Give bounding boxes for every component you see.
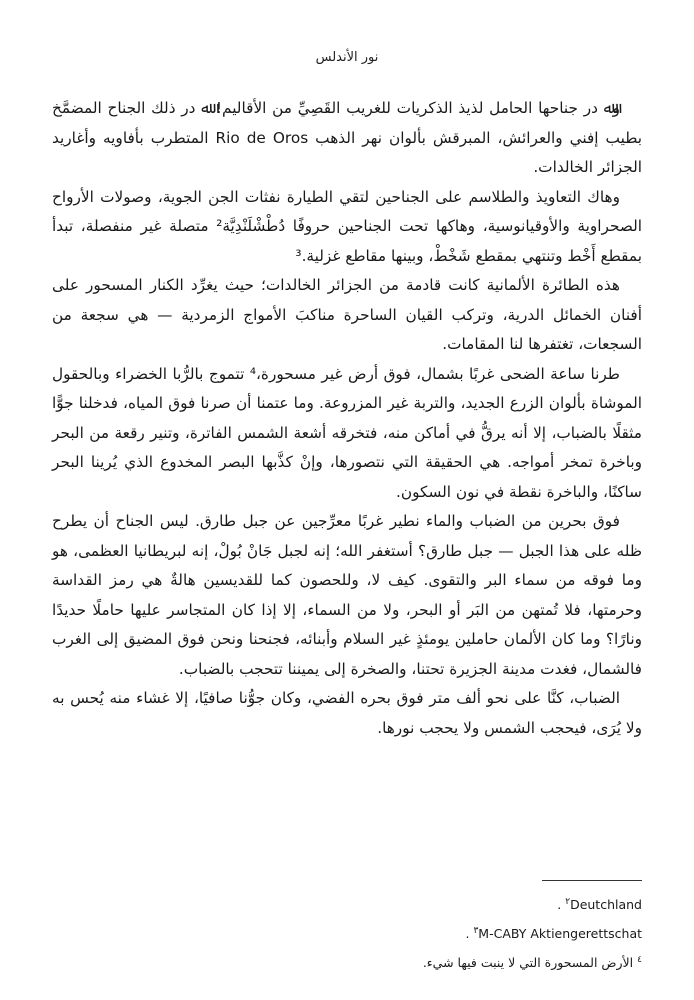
footnote-text: M-CABY Aktiengerettschat. — [465, 926, 642, 942]
footnote-mark: ٢ — [565, 897, 571, 907]
footnote-2 — [52, 889, 642, 918]
footnote-4 — [52, 947, 642, 976]
footnote-text: الأرض المسحورة التي لا ينبت فيها شيء. — [422, 955, 634, 971]
footnote-mark: ٣ — [473, 926, 479, 937]
paragraph-4: طرنا ساعة الضحى غربًا بشمال، فوق أرض غير مسحورة،⁴ تتموج بالرُّبا الخضراء وبالحقول الموشاة بألوان الزرع الجديد، والتربة غير المزروعة. وما عتمنا أن صرنا فوق المياه، فدخلنا جوًّا مثقلًا بالضباب، إلا أنه يرقُّ في أماكن منه، فتخرقه أشعة الشمس الفاترة، وتنير رقعة من البحر وباخرة تمخر أمواجه. هي الحقيقة التي نتصورها، وإنْ كذَّبها البصر المخدوع الذي يُرينا البحر ساكنًا، والباخرة نقطة في نون السكون. — [52, 364, 642, 501]
paragraph-2: وهاك التعاويذ والطلاسم على الجناحين لتقي الطيارة نفثات الجن الجوية، وصولات الأرواح الصحراوية والأوقيانوسية، وهاكها تحت الجناحين حروفًا دُطْشْلَنْدِيَّة² متصلة غير منفصلة، تبدأ بمقطع أَخْط وتنتهي بمقطع شَخْطْ، وبينها مقاطع غزلية.³ — [52, 187, 642, 265]
footnote-text: Deutchland. — [557, 897, 642, 913]
paragraph-6: الضباب، كنَّا على نحو ألف متر فوق بحره الفضي، وكان جوُّنا صافيًا، إلا غشاء منه يُحس به ولا يُرَى، فيحجب الشمس ولا يحجب نورها. — [52, 689, 642, 737]
paragraph-3: هذه الطائرة الألمانية كانت قادمة من الجزائر الخالدات؛ حيث يغرِّد الكنار المسحور على أفنان الخمائل الدرية، وتركب القيان الساحرة مناكبَ الأمواج الزمردية — هي سجعة من السجعات، تغتفرها لنا المقامات. — [52, 276, 642, 353]
paragraph-5: فوق بحرين من الضباب والماء نطير غربًا معرِّجين عن جبل طارق. ليس الجناح أن يطرح ظله على هذا الجبل — جبل طارق؟ أستغفر الله؛ إنه لجبل جَانْ بُولْ، إنه لبريطانيا العظمى، هو وما فوقه من سماء البر والتقوى. كيف لا، وللحصون كما للقديسين هالةٌ هي رمز القداسة وحرمتها، فلا تُمتهن من البَر أو البحر، ولا من السماء، إلا إذا كان المتجاسر عليها حاملًا حديدًا ونارًا؟ وما كان الألمان حاملين يومئذٍ غير السلام وأبنائه، فجنحنا ونحن فوق المضيق إلى الغرب فالشمال، فغدت مدينة الجزيرة تحتنا، والصخرة إلى يميننا تتحجب بالضباب. — [52, 512, 642, 678]
footnote-3 — [52, 918, 642, 947]
paragraph-1: وﷲ در جناحها الحامل لذيذ الذكريات للغريب القَصِيِّ من الأقاليم! ﷲ در ذلك الجناح المضمَّخ بطيب إفني والعرائش، المبرقش بألوان نهر الذهب Rio de Oros المتطرب بأفاويه وأغاريد الجزائر الخالدات. — [52, 99, 642, 176]
body-text — [52, 94, 642, 743]
footnote-divider — [542, 880, 642, 881]
running-title: نور الأندلس — [315, 50, 379, 65]
footnote-mark: ٤ — [637, 955, 642, 966]
footnotes — [52, 880, 642, 976]
